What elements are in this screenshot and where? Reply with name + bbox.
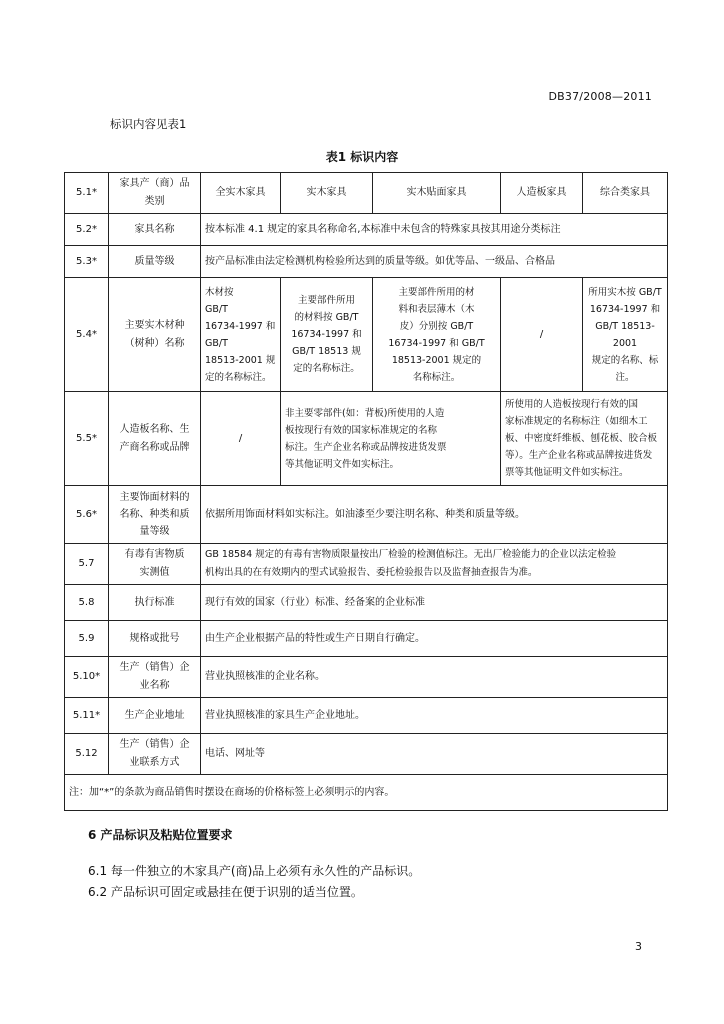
row-item: 质量等级: [109, 246, 201, 278]
row-number: 5.1*: [65, 173, 109, 214]
category-cell: 综合类家具: [583, 173, 668, 214]
table-note: 注：加“*”的条款为商品销售时摆设在商场的价格标签上必须明示的内容。: [65, 775, 668, 811]
row-number: 5.10*: [65, 657, 109, 698]
label-content-table: [64, 172, 668, 811]
panel-right-cell: 所使用的人造板按现行有效的国 家标准规定的名称标注（如细木工 板、中密度纤维板、刨花板、胶合板 等）。生产企业名称或品牌按进货发 票等其他证明文件如实标注。: [501, 392, 668, 486]
row-item: 规格或批号: [109, 621, 201, 657]
row-number: 5.4*: [65, 278, 109, 392]
clause-6-2: 6.2 产品标识可固定或悬挂在便于识别的适当位置。: [88, 885, 363, 899]
row-content: 按产品标准由法定检测机构检验所达到的质量等级。如优等品、一级品、合格品: [201, 246, 668, 278]
table-row: [65, 698, 668, 734]
intro-text: 标识内容见表1: [110, 117, 187, 131]
row-number: 5.6*: [65, 486, 109, 544]
row-item: 家具名称: [109, 214, 201, 246]
row-item: 生产企业地址: [109, 698, 201, 734]
row-number: 5.8: [65, 585, 109, 621]
row-content: 由生产企业根据产品的特性或生产日期自行确定。: [201, 621, 668, 657]
row-item: 执行标准: [109, 585, 201, 621]
category-cell: 实木家具: [281, 173, 373, 214]
row-item: 生产（销售）企 业名称: [109, 657, 201, 698]
table-row: [65, 278, 668, 392]
table-note-row: [65, 775, 668, 811]
row-number: 5.7: [65, 544, 109, 585]
row-item: 家具产（商）品 类别: [109, 173, 201, 214]
category-cell: 实木贴面家具: [373, 173, 501, 214]
panel-middle-cell: 非主要零部件(如：背板)所使用的人造 板按现行有效的国家标准规定的名称 标注。生产企业名称或品牌按进货发票 等其他证明文件如实标注。: [281, 392, 501, 486]
table-row: [65, 173, 668, 214]
table-row: [65, 734, 668, 775]
table-row: [65, 214, 668, 246]
row-content: 营业执照核准的企业名称。: [201, 657, 668, 698]
row-item: 主要实木材种 （树种）名称: [109, 278, 201, 392]
row-content: 营业执照核准的家具生产企业地址。: [201, 698, 668, 734]
row-item: 主要饰面材料的 名称、种类和质 量等级: [109, 486, 201, 544]
table-row: [65, 585, 668, 621]
row-content: 电话、网址等: [201, 734, 668, 775]
category-cell: 全实木家具: [201, 173, 281, 214]
material-cell: 木材按 GB/T 16734-1997 和 GB/T 18513-2001 规 定的名称标注。: [201, 278, 281, 392]
table-row: [65, 392, 668, 486]
row-item: 生产（销售）企 业联系方式: [109, 734, 201, 775]
row-number: 5.9: [65, 621, 109, 657]
material-cell: /: [501, 278, 583, 392]
table-row: [65, 657, 668, 698]
material-cell: 所用实木按 GB/T 16734-1997 和 GB/T 18513-2001 规定的名称、标 注。: [583, 278, 668, 392]
row-content: 依据所用饰面材料如实标注。如油漆至少要注明名称、种类和质量等级。: [201, 486, 668, 544]
row-number: 5.12: [65, 734, 109, 775]
table-row: [65, 486, 668, 544]
clause-6-1: 6.1 每一件独立的木家具产(商)品上必须有永久性的产品标识。: [88, 864, 421, 878]
page-number: 3: [635, 940, 642, 953]
row-content: 按本标准 4.1 规定的家具名称命名,本标准中未包含的特殊家具按其用途分类标注: [201, 214, 668, 246]
document-code: DB37/2008—2011: [548, 90, 652, 103]
category-cell: 人造板家具: [501, 173, 583, 214]
row-content: GB 18584 规定的有毒有害物质限量按出厂检验的检测值标注。无出厂检验能力的企业以法定检验 机构出具的在有效期内的型式试验报告、委托检验报告以及监督抽查报告为准。: [201, 544, 668, 585]
row-item: 有毒有害物质 实测值: [109, 544, 201, 585]
row-number: 5.5*: [65, 392, 109, 486]
table-row: [65, 246, 668, 278]
table-row: [65, 621, 668, 657]
section-heading: 6 产品标识及粘贴位置要求: [88, 828, 233, 842]
row-content: 现行有效的国家（行业）标准、经备案的企业标准: [201, 585, 668, 621]
table-caption: 表1 标识内容: [325, 150, 399, 164]
table-row: [65, 544, 668, 585]
row-item: 人造板名称、生 产商名称或品牌: [109, 392, 201, 486]
row-number: 5.2*: [65, 214, 109, 246]
material-cell: 主要部件所用 的材料按 GB/T 16734-1997 和 GB/T 18513 规 定的名称标注。: [281, 278, 373, 392]
panel-slash-cell: /: [201, 392, 281, 486]
row-number: 5.11*: [65, 698, 109, 734]
material-cell: 主要部件所用的材 料和表层薄木（木 皮）分别按 GB/T 16734-1997 和 GB/T 18513-2001 规定的 名称标注。: [373, 278, 501, 392]
row-number: 5.3*: [65, 246, 109, 278]
